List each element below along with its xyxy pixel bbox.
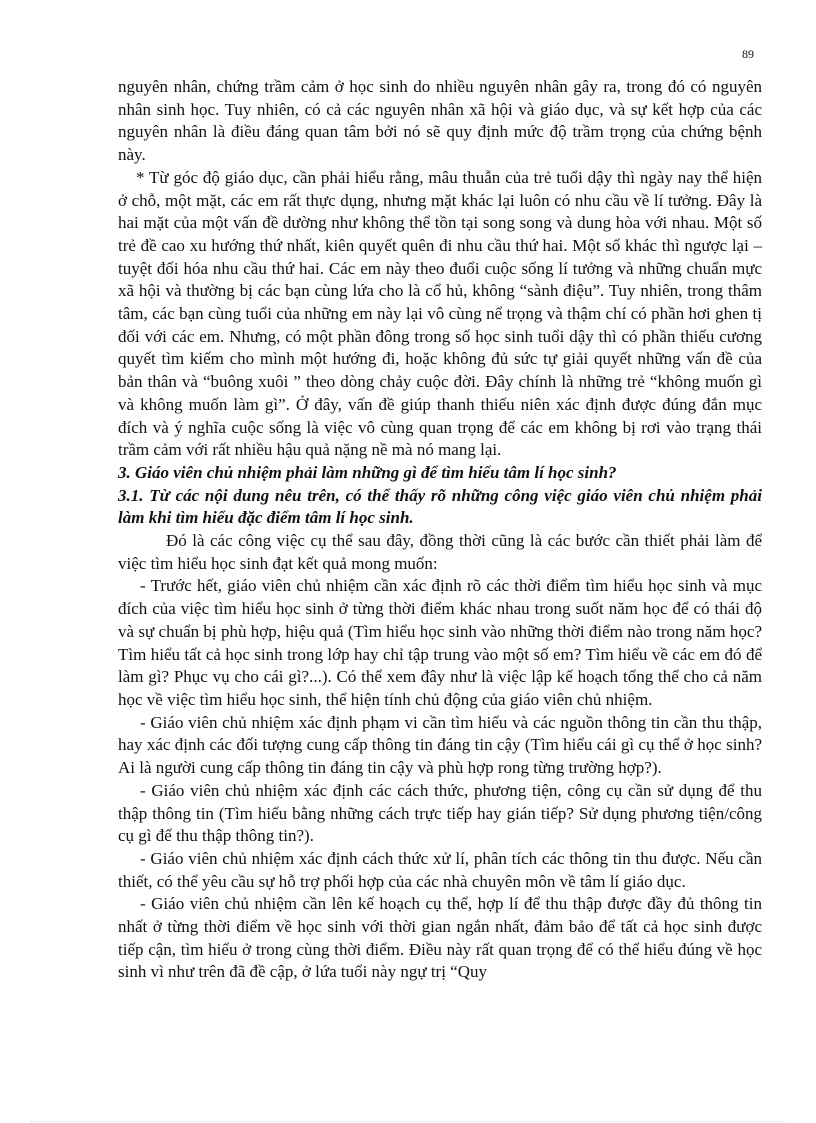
paragraph-continuation: nguyên nhân, chứng trầm cảm ở học sinh do nhiều nguyên nhân gây ra, trong đó có nguyên nhân sinh học. Tuy nhiên, có cả các nguyên nhân xã hội và giáo dục, và sự kết hợp của các nguyên nhân là điều đáng quan tâm bởi nó sẽ quy định mức độ trầm trọng của chứng bệnh này. [118, 77, 762, 165]
subsection-heading-3-1: 3.1. Từ các nội dung nêu trên, có thể thấy rõ những công việc giáo viên chủ nhiệm phải làm khi tìm hiểu đặc điểm tâm lí học sinh. [118, 485, 762, 528]
list-item-step-4: - Giáo viên chủ nhiệm xác định cách thức xử lí, phân tích các thông tin thu được. Nếu cần thiết, có thể yêu cầu sự hỗ trợ phối hợp của các nhà chuyên môn về tâm lí giáo dục. [118, 848, 762, 891]
paragraph-education-perspective: * Từ góc độ giáo dục, cần phải hiểu rằng, mâu thuẫn của trẻ tuổi dậy thì ngày nay thể hiện ở chỗ, một mặt, các em rất thực dụng, nhưng mặt khác lại luôn có nhu cầu về lí tưởng. Đây là hai mặt của một vấn đề dường như không thể tồn tại song song và dung hòa với nhau. Một số trẻ đề cao xu hướng thứ nhất, kiên quyết quên đi nhu cầu thứ hai. Một số khác thì ngược lại – tuyệt đối hóa nhu cầu thứ hai. Các em này theo đuổi cuộc sống lí tưởng và những chuẩn mực xã hội và thường bị các bạn cùng lứa cho là cổ hủ, không “sành điệu”. Tuy nhiên, trong thâm tâm, các bạn cùng tuổi của những em này lại vô cùng nể trọng và thậm chí có phần hơi ghen tị đối với các em. Nhưng, có một phần đông trong số học sinh tuổi dậy thì có phần thiếu cương quyết tìm kiếm cho mình một hướng đi, hoặc không đủ sức tự giải quyết những vấn đề của bản thân và “buông xuôi ” theo dòng chảy cuộc đời. Đây chính là những trẻ “không muốn gì và không muốn làm gì”. Ở đây, vấn đề giúp thanh thiếu niên xác định được đúng đắn mục đích và ý nghĩa cuộc sống là việc vô cùng quan trọng để các em không bị rơi vào trạng thái trầm cảm với rất nhiều hậu quả nặng nề mà nó mang lại. [118, 167, 762, 460]
list-item-step-2: - Giáo viên chủ nhiệm xác định phạm vi cần tìm hiểu và các nguồn thông tin cần thu thập, hay xác định các đối tượng cung cấp thông tin đáng tin cậy (Tìm hiểu cái gì cụ thể ở học sinh? Ai là người cung cấp thông tin đáng tin cậy và phù hợp rong từng trường hợp?). [118, 712, 762, 778]
list-item-step-3: - Giáo viên chủ nhiệm xác định các cách thức, phương tiện, công cụ cần sử dụng để thu thập thông tin (Tìm hiểu bằng những cách trực tiếp hay gián tiếp? Sử dụng phương tiện/công cụ gì để thu thập thông tin?). [118, 780, 762, 846]
list-item-step-5: - Giáo viên chủ nhiệm cần lên kế hoạch cụ thể, hợp lí để thu thập được đầy đủ thông tin nhất ở từng thời điểm về học sinh với thời gian ngắn nhất, đảm bảo để tất cả học sinh được tiếp cận, tìm hiểu ở trong cùng thời điểm. Điều này rất quan trọng để có thể hiểu đúng về học sinh vì như trên đã đề cập, ở lứa tuổi này ngự trị “Quy [118, 894, 762, 982]
page-body [118, 76, 762, 984]
page-number: 89 [742, 47, 754, 61]
paragraph-intro-steps: Đó là các công việc cụ thể sau đây, đồng thời cũng là các bước cần thiết phải làm để việc tìm hiểu học sinh đạt kết quả mong muốn: [118, 531, 762, 573]
bottom-divider [30, 1121, 786, 1122]
list-item-step-1: - Trước hết, giáo viên chủ nhiệm cần xác định rõ các thời điểm tìm hiểu học sinh và mục đích của việc tìm hiểu học sinh ở từng thời điểm khác nhau trong suốt năm học để có thái độ và sự chuẩn bị phù hợp, hiệu quả (Tìm hiểu học sinh vào những thời điểm nào trong năm học? Tìm hiểu tất cả học sinh trong lớp hay chỉ tập trung vào một số em? Tìm hiểu về các em đó để làm gì? Phục vụ cho cái gì?...). Có thể xem đây như là việc lập kế hoạch tổng thể cho cả năm học về việc tìm hiểu học sinh, thể hiện tính chủ động của giáo viên chủ nhiệm. [118, 576, 762, 709]
section-heading-3: 3. Giáo viên chủ nhiệm phải làm những gì để tìm hiểu tâm lí học sinh? [118, 462, 617, 482]
